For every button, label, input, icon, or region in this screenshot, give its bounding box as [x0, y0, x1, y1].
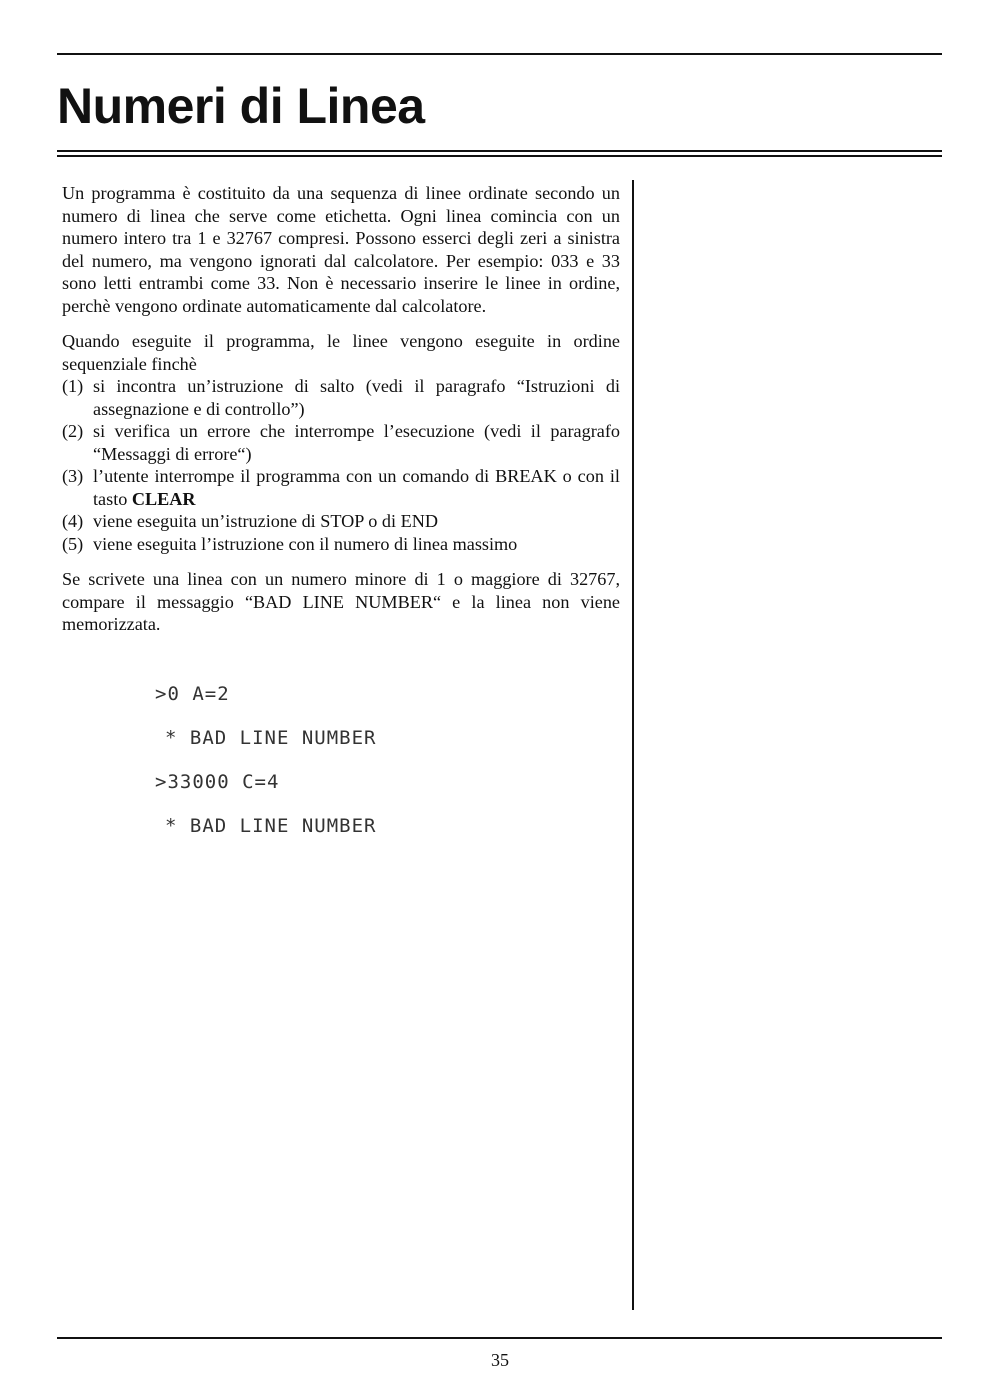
top-rule [57, 53, 942, 55]
list-item: (2) si verifica un errore che interrompe l’esecuzione (vedi il paragrafo “Messaggi di errore“) [62, 421, 620, 464]
paragraph-execution: Quando eseguite il programma, le linee vengono eseguite in ordine sequenziale finchè [62, 331, 620, 374]
clear-key-label: CLEAR [131, 488, 196, 509]
column-divider [632, 180, 634, 1310]
list-item: (3) l’utente interrompe il programma con un comando di BREAK o con il tasto CLEAR [62, 466, 620, 509]
code-line: >33000 C=4 [155, 771, 280, 793]
list-item: (1) si incontra un’istruzione di salto (vedi il paragrafo “Istruzioni di assegnazione e di controllo”) [62, 376, 620, 419]
condition-list [62, 375, 620, 555]
title-rule-lower [57, 155, 942, 157]
code-line: >0 A=2 [155, 683, 230, 705]
bottom-rule [57, 1337, 942, 1339]
page-number: 35 [491, 1350, 509, 1370]
code-example [155, 683, 376, 859]
list-item: (4) viene eseguita un’istruzione di STOP o di END [62, 511, 439, 531]
page-title: Numeri di Linea [57, 78, 425, 134]
title-rule-upper [57, 150, 942, 152]
body-text [62, 182, 620, 649]
code-line: * BAD LINE NUMBER [165, 727, 377, 749]
list-item: (5) viene eseguita l’istruzione con il numero di linea massimo [62, 533, 518, 554]
paragraph-intro: Un programma è costituito da una sequenza di linee ordinate secondo un numero di linea che serve come etichetta. Ogni linea comincia con un numero intero tra 1 e 32767 compresi. Possono esserci degli zeri a sinistra del numero, ma vengono ignorati dal calcolatore. Per esempio: 033 e 33 sono letti entrambi come 33. Non è necessario inserire le linee in ordine, perchè vengono ordinate automaticamente dal calcolatore. [62, 183, 620, 316]
code-line: * BAD LINE NUMBER [165, 815, 377, 837]
paragraph-bad-line: Se scrivete una linea con un numero minore di 1 o maggiore di 32767, compare il messaggio “BAD LINE NUMBER“ e la linea non viene memorizzata. [62, 569, 620, 634]
